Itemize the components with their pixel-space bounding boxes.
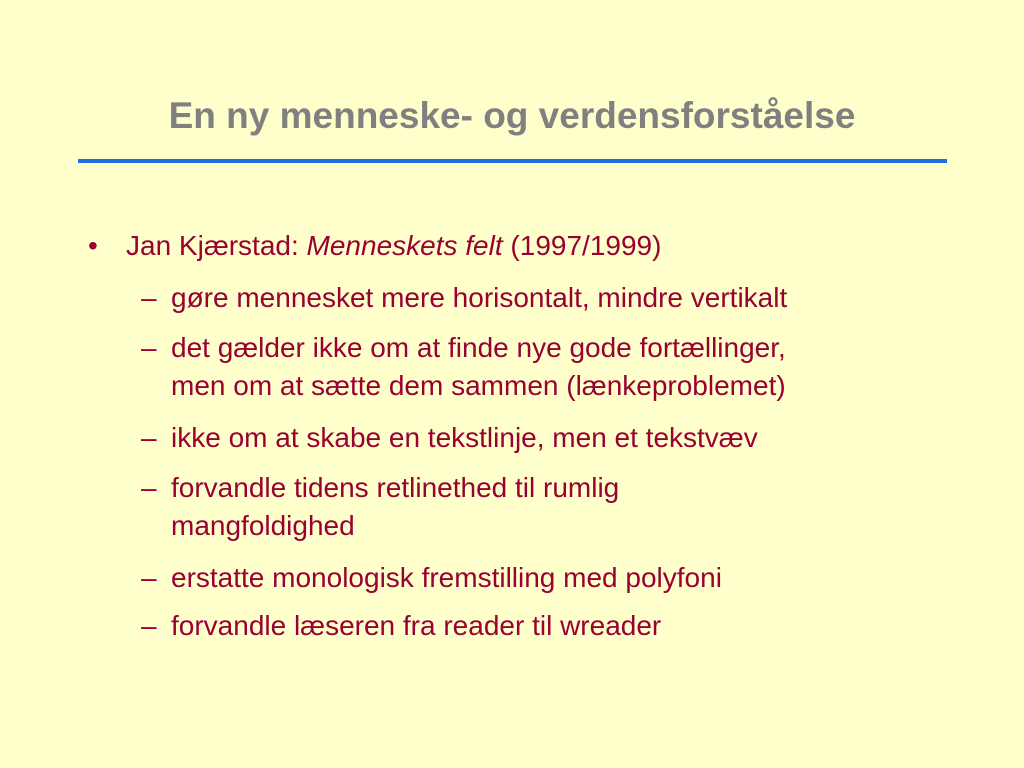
main-point xyxy=(126,226,661,266)
main-point-suffix: (1997/1999) xyxy=(502,230,662,261)
sub-point: ikke om at skabe en tekstlinje, men et tekstvæv xyxy=(171,422,758,453)
title-underline xyxy=(78,159,947,163)
sub-point: forvandle læseren fra reader til wreader xyxy=(171,610,662,641)
sub-point-continuation: men om at sætte dem sammen (lænkeproblemet) xyxy=(171,370,786,401)
dash-marker: – xyxy=(141,282,157,313)
book-title: Menneskets felt xyxy=(306,230,503,261)
dash-marker: – xyxy=(141,562,157,593)
slide-title: En ny menneske- og verdensforståelse xyxy=(168,95,856,136)
sub-point: forvandle tidens retlinethed til rumlig xyxy=(171,472,620,503)
dash-marker: – xyxy=(141,472,157,503)
bullet-marker: • xyxy=(88,230,98,261)
main-point-prefix: Jan Kjærstad: xyxy=(126,230,307,261)
sub-point: det gælder ikke om at finde nye gode fortællinger, xyxy=(171,332,786,363)
sub-point: erstatte monologisk fremstilling med polyfoni xyxy=(171,562,722,593)
dash-marker: – xyxy=(141,422,157,453)
sub-point: gøre mennesket mere horisontalt, mindre vertikalt xyxy=(171,282,788,313)
dash-marker: – xyxy=(141,610,157,641)
dash-marker: – xyxy=(141,332,157,363)
sub-point-continuation: mangfoldighed xyxy=(171,510,355,541)
